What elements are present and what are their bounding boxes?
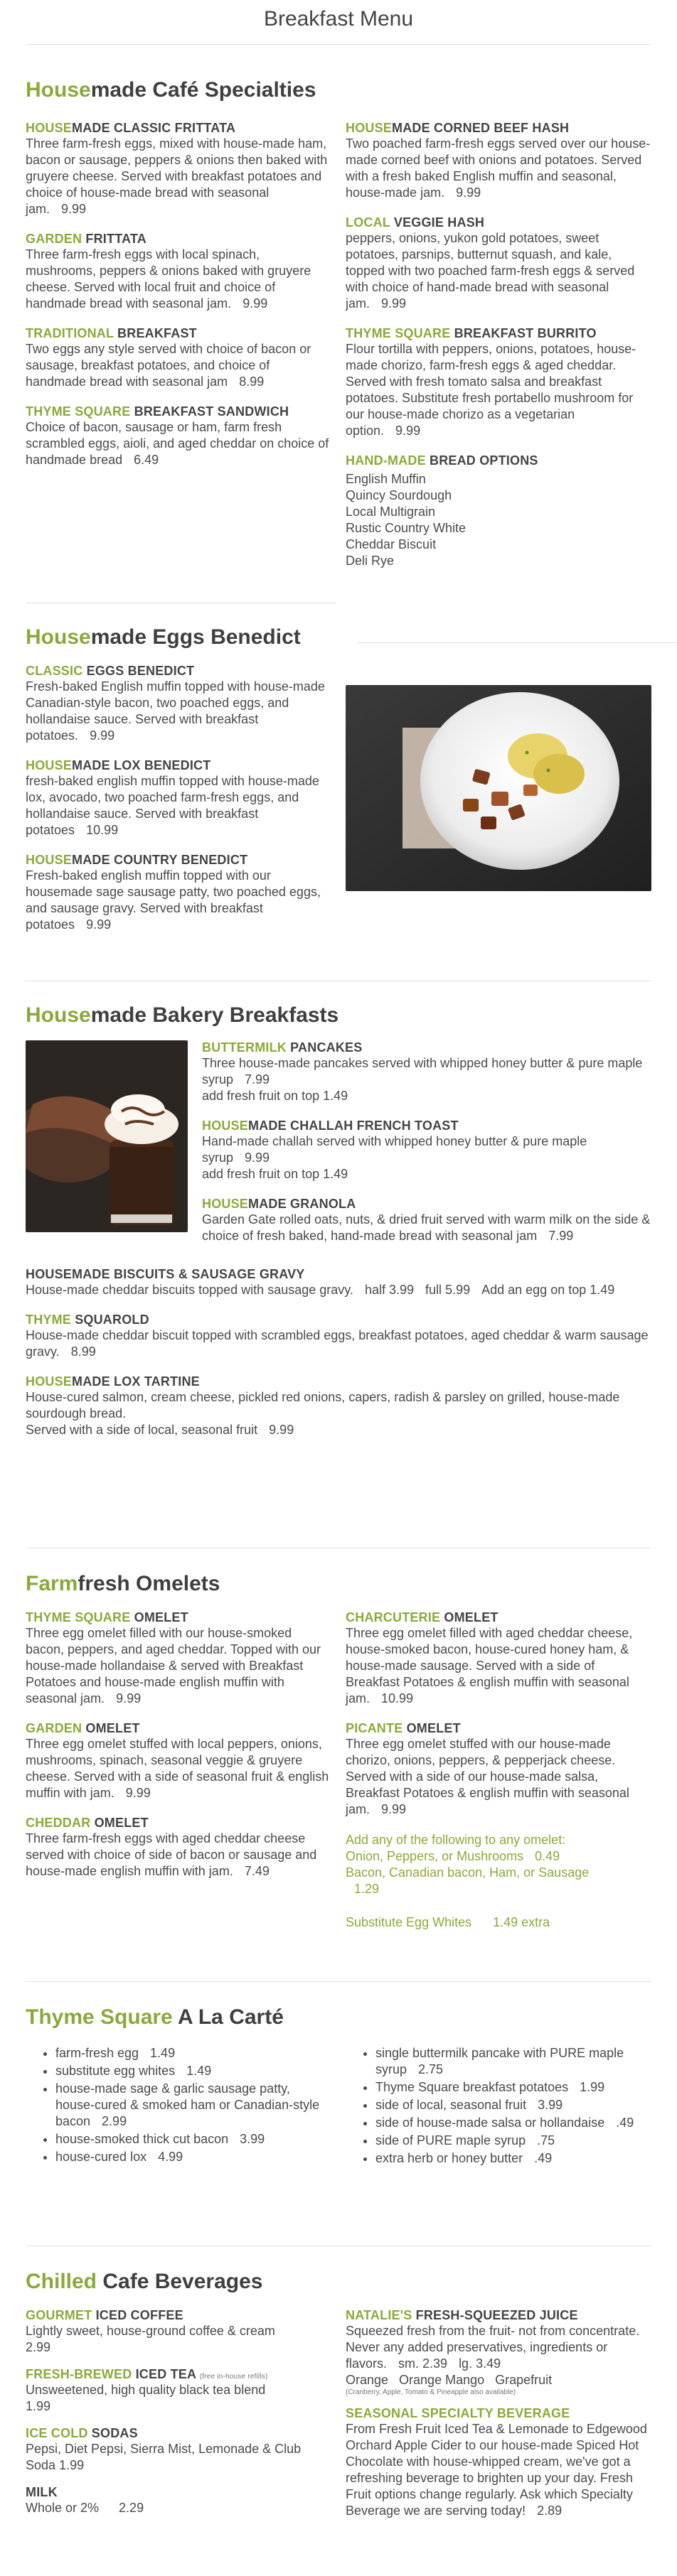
- item-description: Three egg omelet stuffed with local peppers, onions, mushrooms, spinach, seasonal veggie & gruyere cheese. Served with a side of seasonal fruit & english muffin with jam. 9.99: [26, 1737, 329, 1800]
- hot-chocolate-photo: [26, 1040, 188, 1232]
- item-name: PICANTE OMELET: [346, 1721, 461, 1735]
- item-description: Three egg omelet filled with aged cheddar cheese, house-smoked bacon, house-cured honey ham, & house-made sausage. Served with a side of Breakfast Potatoes & english muffin with seasonal jam. 10.99: [346, 1626, 633, 1705]
- item-description: Hand-made challah served with whipped honey butter & pure maple syrup 9.99: [202, 1134, 587, 1165]
- item-price: 8.99: [239, 374, 265, 389]
- item-description: Three egg omelet stuffed with our house-made chorizo, onions, peppers, & pepperjack cheese. Served with a side of our house-made salsa, Breakfast Potatoes & english muffin with seasonal jam. 9.99: [346, 1737, 629, 1816]
- item-description: Three farm-fresh eggs with aged cheddar cheese served with choice of side of bacon or sausage and house-made english muffin with jam. 7.49: [26, 1831, 317, 1878]
- item-description: Flour tortilla with peppers, onions, potatoes, house-made chorizo, farm-fresh eggs & aged cheddar. Served with fresh tomato salsa and breakfast potatoes. Substitute fresh portabello mushroom for our house-made chorizo as a vegetarian option. 9.99: [346, 342, 636, 438]
- menu-item: [346, 1610, 651, 1707]
- a-la-carte-item: • house-cured lox 4.99: [55, 2149, 331, 2165]
- item-description: peppers, onions, yukon gold potatoes, sweet potatoes, parsnips, butternut squash, and kale, topped with two poached farm-fresh eggs & served with choice of hand-made bread with seasonal jam. 9.99: [346, 231, 635, 311]
- menu-item-milk: MILK Whole or 2% 2.29: [26, 2485, 144, 2515]
- menu-item: [26, 1816, 331, 1880]
- menu-item: [346, 326, 651, 439]
- item-name: HOUSEMADE GRANOLA: [202, 1197, 356, 1211]
- item-price: 9.99: [381, 296, 407, 311]
- item-name: TRADITIONAL BREAKFAST: [26, 326, 197, 340]
- divider: [26, 44, 651, 45]
- item-price: 6.49: [134, 453, 159, 467]
- item-price: 7.99: [245, 1072, 270, 1087]
- item-description: Three farm-fresh eggs with local spinach, mushrooms, peppers & onions baked with gruyere cheese. Served with local fruit and choice of handmade bread with seasonal jam. 9.99: [26, 247, 311, 311]
- menu-item: [26, 1721, 331, 1801]
- item-extra: add fresh fruit on top 1.49: [202, 1089, 348, 1103]
- page-title: Breakfast Menu: [263, 7, 414, 31]
- menu-item-iced-coffee: GOURMET ICED COFFEE Lightly sweet, house-ground coffee & cream 2.99: [26, 2308, 275, 2354]
- item-name: HOUSEMADE COUNTRY BENEDICT: [26, 853, 248, 867]
- item-description: Choice of bacon, sausage or ham, farm fresh scrambled eggs, aioli, and aged cheddar on choice of handmade bread 6.49: [26, 420, 329, 467]
- item-description: Three house-made pancakes served with whipped honey butter & pure maple syrup 7.99: [202, 1056, 643, 1087]
- a-la-carte-item: • house-made sage & garlic sausage patty, house-cured & smoked ham or Canadian-style bacon 2.99: [55, 2081, 331, 2130]
- menu-item: [346, 1721, 651, 1818]
- item-price: 9.99: [395, 424, 421, 438]
- section-eggs-benedict: [26, 625, 651, 947]
- column-right: [346, 2308, 651, 2533]
- menu-item: [26, 232, 331, 312]
- a-la-carte-item: • farm-fresh egg 1.49: [55, 2045, 331, 2062]
- menu-item: [202, 1119, 651, 1182]
- item-price: 9.99: [116, 1691, 142, 1705]
- item-name: GARDEN OMELET: [26, 1721, 140, 1735]
- a-la-carte-item: • extra herb or honey butter .49: [375, 2150, 651, 2167]
- item-price: 9.99: [90, 728, 115, 743]
- menu-item-seasonal-beverage: SEASONAL SPECIALTY BEVERAGE From Fresh Fruit Iced Tea & Lemonade to Edgewood Orchard Apple Cider to our house-made Spiced Hot Chocolate with house-whipped cream, we've got a refreshing beverage to brighten up your day. Fresh Fruit options change regularly. Ask which Specialty Beverage we are serving today! 2.89: [346, 2406, 647, 2518]
- a-la-carte-item: • house-smoked thick cut bacon 3.99: [55, 2131, 331, 2147]
- item-name: THYME SQUARE OMELET: [26, 1610, 188, 1624]
- item-name: CHEDDAR OMELET: [26, 1816, 149, 1830]
- menu-item: [26, 758, 331, 839]
- menu-item: [346, 215, 651, 312]
- item-price: 9.99: [242, 296, 268, 311]
- column-right: [346, 1610, 651, 1931]
- item-name: CHARCUTERIE OMELET: [346, 1610, 499, 1624]
- section-title: Farmfresh Omelets: [26, 1572, 220, 1595]
- item-name: CLASSIC EGGS BENEDICT: [26, 664, 195, 678]
- menu-item: [26, 664, 331, 744]
- item-name: GARDEN FRITTATA: [26, 232, 146, 246]
- bakery-side-items: [202, 1040, 651, 1259]
- menu-item: [26, 404, 331, 468]
- menu-item-iced-tea: FRESH-BREWED ICED TEA (free in-house refills) Unsweetened, high quality black tea blend 1.99: [26, 2367, 268, 2413]
- menu-item-juice: NATALIE'S FRESH-SQUEEZED JUICE Squeezed fresh from the fruit- not from concentrate. Never any added preservatives, ingredients or flavors. sm. 2.39 lg. 3.49 Orange Orange Mango Grapefruit (Cranberry, Apple, Tomato & Pineapple also available): [346, 2308, 640, 2396]
- bread-option: Quincy Sourdough: [346, 488, 452, 502]
- item-price: 10.99: [86, 823, 119, 837]
- item-description: Three farm-fresh eggs, mixed with house-made ham, bacon or sausage, peppers & onions then baked with gruyere cheese. Served with breakfast potatoes and choice of house-made bread with seasonal jam. 9.99: [26, 136, 328, 216]
- item-price: 10.99: [381, 1691, 414, 1705]
- menu-item: [26, 121, 331, 217]
- item-name: HOUSEMADE LOX BENEDICT: [26, 758, 211, 772]
- a-la-carte-list-right: [346, 2045, 651, 2167]
- benedict-photo: [346, 664, 651, 947]
- item-price: 9.99: [381, 1802, 407, 1816]
- item-price: 9.99: [61, 202, 87, 216]
- bread-option: Rustic Country White: [346, 521, 467, 535]
- a-la-carte-item: • Thyme Square breakfast potatoes 1.99: [375, 2079, 651, 2096]
- item-price: 9.99: [456, 185, 481, 200]
- column-left: [26, 121, 331, 583]
- item-extra: add fresh fruit on top 1.49: [202, 1167, 348, 1181]
- item-price: 7.49: [244, 1864, 270, 1878]
- a-la-carte-list-left: [26, 2045, 331, 2165]
- section-title: Chilled Cafe Beverages: [26, 2270, 263, 2293]
- a-la-carte-item: • side of local, seasonal fruit 3.99: [375, 2097, 651, 2113]
- a-la-carte-item: • single buttermilk pancake with PURE maple syrup 2.75: [375, 2045, 651, 2078]
- bread-options: HAND-MADE BREAD OPTIONS English Muffin Quincy Sourdough Local Multigrain Rustic Country White Cheddar Biscuit Deli Rye: [346, 453, 651, 569]
- column-right: [346, 121, 651, 583]
- item-price: 9.99: [125, 1786, 151, 1800]
- column-left: [26, 2308, 331, 2533]
- section-a-la-carte: [26, 2005, 651, 2168]
- column-left: [26, 1610, 331, 1931]
- item-name: THYME SQUARE BREAKFAST BURRITO: [346, 326, 597, 340]
- item-description: Garden Gate rolled oats, nuts, & dried fruit served with warm milk on the side & choice of fresh baked, hand-made bread with seasonal jam 7.99: [202, 1212, 651, 1243]
- menu-item: [26, 853, 331, 933]
- item-description: Three egg omelet filled with our house-smoked bacon, peppers, and aged cheddar. Topped with our house-made hollandaise & served with Breakfast Potatoes and house-made english muffin with seasonal jam. 9.99: [26, 1626, 321, 1705]
- item-name: HOUSEMADE CHALLAH FRENCH TOAST: [202, 1119, 459, 1133]
- section-title: Housemade Bakery Breakfasts: [26, 1003, 339, 1027]
- menu-item: [26, 326, 331, 390]
- item-description: Two eggs any style served with choice of bacon or sausage, breakfast potatoes, and choice of handmade bread with seasonal jam 8.99: [26, 342, 311, 389]
- item-name: BUTTERMILK PANCAKES: [202, 1040, 363, 1055]
- divider: [26, 1981, 651, 1982]
- omelet-addons: Add any of the following to any omelet: Onion, Peppers, or Mushrooms 0.49 Bacon, Canadian bacon, Ham, or Sausage 1.29 Substitute Egg Whites 1.49 extra: [346, 1833, 590, 1929]
- section-omelets: [26, 1572, 651, 1931]
- bread-option: English Muffin: [346, 472, 426, 486]
- eggs-benedict-photo: [346, 685, 651, 891]
- a-la-carte-item: • side of house-made salsa or hollandaise .49: [375, 2115, 651, 2131]
- item-price: 9.99: [245, 1150, 270, 1165]
- bread-list: [346, 471, 651, 569]
- item-name: HOUSEMADE CLASSIC FRITTATA: [26, 121, 236, 135]
- bread-option: Cheddar Biscuit: [346, 537, 437, 551]
- menu-item-biscuits: HOUSEMADE BISCUITS & SAUSAGE GRAVY House-made cheddar biscuits topped with sausage gravy. half 3.99 full 5.99 Add an egg on top 1.49: [26, 1267, 615, 1297]
- item-name: LOCAL VEGGIE HASH: [346, 215, 485, 230]
- section-bakery: [26, 1003, 651, 1453]
- item-price: 9.99: [86, 917, 112, 932]
- item-name: THYME SQUARE BREAKFAST SANDWICH: [26, 404, 289, 419]
- section-title: Housemade Café Specialties: [26, 78, 316, 102]
- item-price: 7.99: [548, 1229, 574, 1243]
- item-description: Two poached farm-fresh eggs served over our house-made corned beef with onions and potatoes. Served with a fresh baked English muffin and seasonal, house-made jam. 9.99: [346, 136, 651, 200]
- item-description: Fresh-baked English muffin topped with house-made Canadian-style bacon, two poached eggs, and hollandaise sauce. Served with breakfast potatoes. 9.99: [26, 679, 325, 743]
- column-left: [26, 664, 331, 947]
- section-title: Thyme Square A La Carté: [26, 2005, 284, 2029]
- item-name: HOUSEMADE CORNED BEEF HASH: [346, 121, 570, 135]
- section-beverages: [26, 2270, 651, 2533]
- bread-option: Deli Rye: [346, 554, 395, 568]
- menu-item: [202, 1197, 651, 1244]
- item-description: Fresh-baked english muffin topped with our housemade sage sausage patty, two poached eggs, and sausage gravy. Served with breakfast potatoes 9.99: [26, 868, 321, 932]
- menu-item: [26, 1610, 331, 1707]
- menu-item: [346, 121, 651, 201]
- section-title: Housemade Eggs Benedict: [26, 625, 301, 649]
- section-cafe-specialties: [26, 78, 651, 583]
- menu-item-squarold: THYME SQUAROLD House-made cheddar biscuit topped with scrambled eggs, breakfast potatoes, aged cheddar & warm sausage gravy. 8.99: [26, 1313, 649, 1359]
- menu-item-lox-tartine: HOUSEMADE LOX TARTINE House-cured salmon, cream cheese, pickled red onions, capers, radish & parsley on grilled, house-made sourdough bread. Served with a side of local, seasonal fruit 9.99: [26, 1374, 620, 1437]
- a-la-carte-item: • substitute egg whites 1.49: [55, 2063, 331, 2079]
- bread-option: Local Multigrain: [346, 505, 436, 519]
- menu-item-sodas: ICE COLD SODAS Pepsi, Diet Pepsi, Sierra Mist, Lemonade & Club Soda 1.99: [26, 2426, 302, 2472]
- a-la-carte-item: • side of PURE maple syrup .75: [375, 2133, 651, 2149]
- item-description: fresh-baked english muffin topped with house-made lox, avocado, two poached farm-fresh eggs, and hollandaise sauce. Served with breakfast potatoes 10.99: [26, 774, 319, 837]
- menu-item: [202, 1040, 651, 1104]
